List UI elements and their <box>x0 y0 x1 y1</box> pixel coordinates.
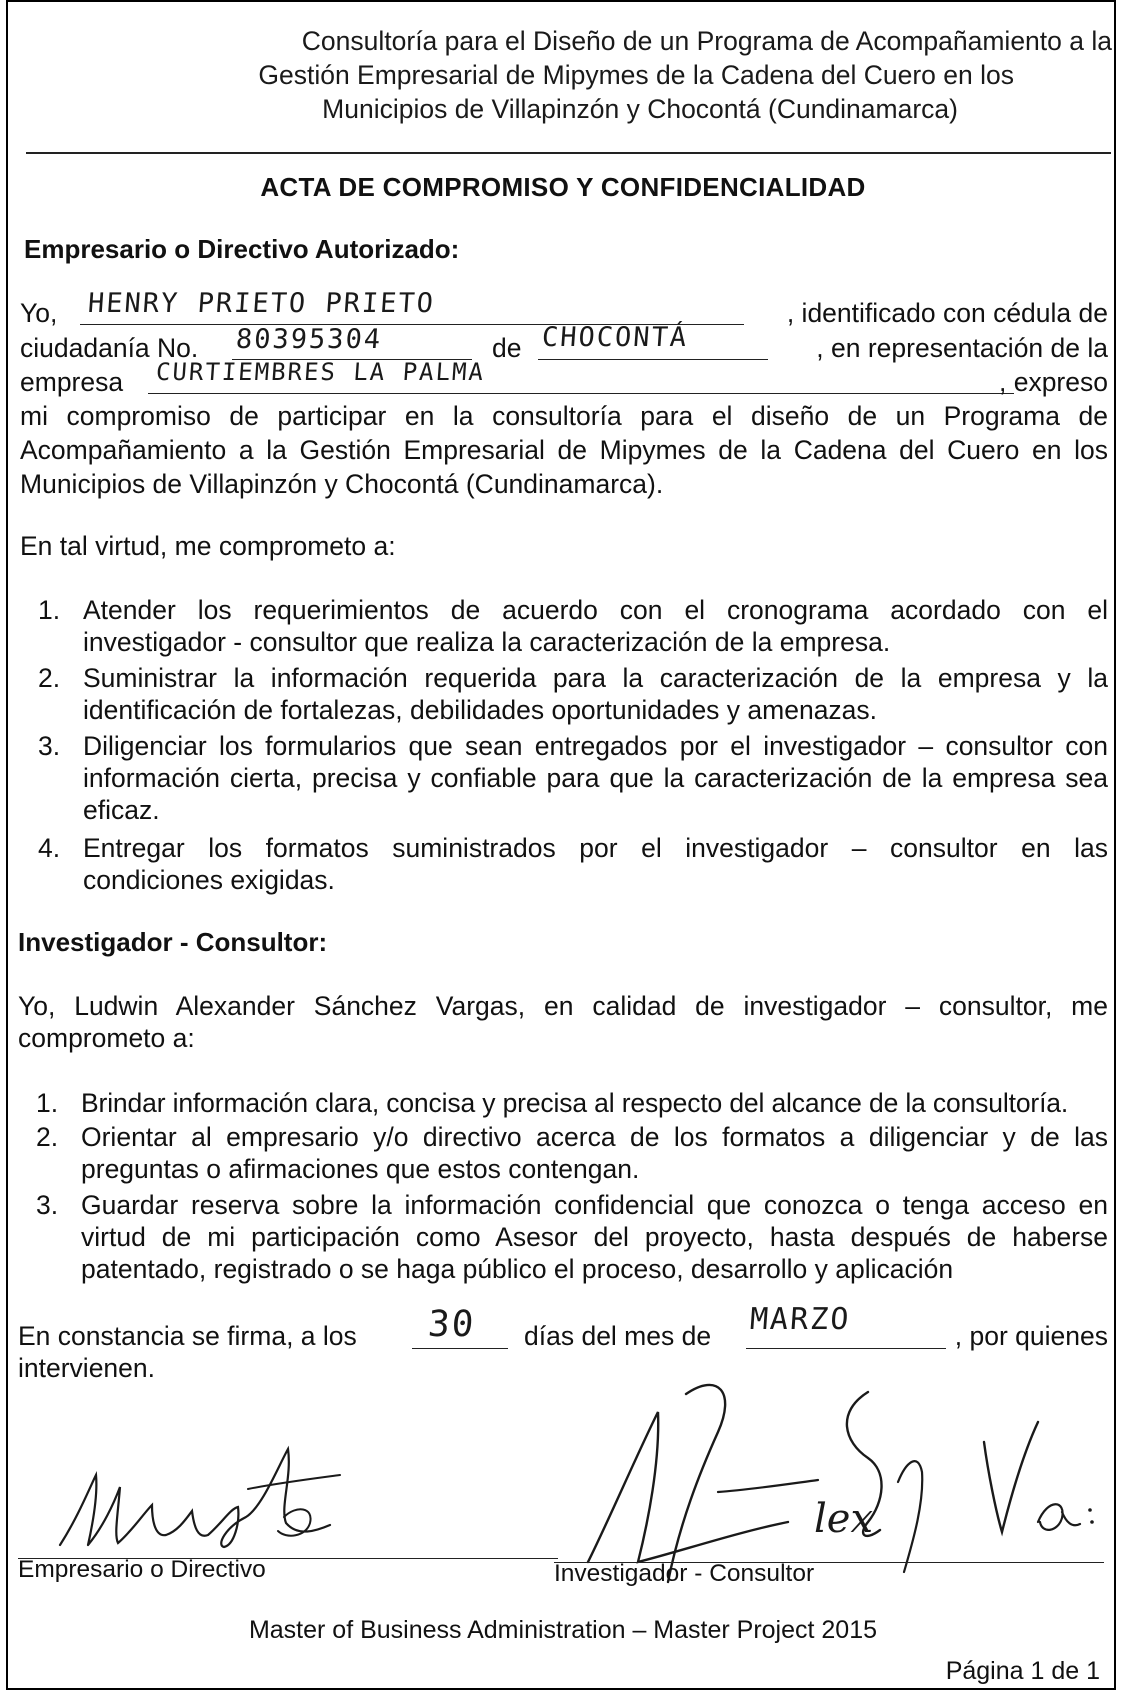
header-divider <box>26 152 1111 154</box>
list-line: eficaz. <box>83 795 160 825</box>
empresario-commitment-4 <box>38 832 1108 902</box>
investigador-heading: Investigador - Consultor: <box>18 927 328 957</box>
document-header <box>8 24 1118 126</box>
identificado-text: , identificado con cédula de <box>786 298 1108 328</box>
de-label: de <box>492 333 522 363</box>
handwritten-city: CHOCONTÁ <box>540 322 690 353</box>
empresario-signature-label: Empresario o Directivo <box>18 1556 266 1583</box>
investigador-intro-line-2: comprometo a: <box>18 1023 195 1053</box>
list-line: Suministrar la información requerida para la caracterización de la empresa y la <box>83 663 1108 693</box>
company-underline <box>148 393 1014 394</box>
list-line: virtud de mi participación como Asesor del proyecto, hasta después de haberse <box>81 1222 1108 1252</box>
representacion-text: , en representación de la <box>816 333 1108 363</box>
empresario-heading: Empresario o Directivo Autorizado: <box>24 234 460 264</box>
yo-label: Yo, <box>20 298 58 328</box>
list-line: Orientar al empresario y/o directivo acerca de los formatos a diligenciar y de las <box>81 1122 1108 1152</box>
list-number: 3. <box>36 1190 59 1220</box>
list-line: investigador - consultor que realiza la caracterización de la empresa. <box>83 627 891 657</box>
list-number: 2. <box>36 1122 59 1152</box>
compromiso-line-3: Municipios de Villapinzón y Chocontá (Cundinamarca). <box>20 469 664 499</box>
handwritten-day: 30 <box>426 1304 477 1345</box>
day-underline <box>412 1348 508 1349</box>
constancia-part-1: En constancia se firma, a los <box>18 1321 357 1351</box>
list-line: patentado, registrado o se haga público el proceso, desarrollo y aplicación <box>81 1254 954 1284</box>
empresario-commitment-3 <box>38 730 1108 830</box>
list-line: preguntas o afirmaciones que estos contengan. <box>81 1154 640 1184</box>
page-number: Página 1 de 1 <box>945 1657 1100 1685</box>
empresario-signature <box>48 1427 348 1567</box>
handwritten-month: MARZO <box>748 1302 852 1337</box>
empresa-label: empresa <box>20 367 124 397</box>
list-line: información cierta, precisa y confiable para que la caracterización de la empresa sea <box>83 763 1108 793</box>
compromiso-line-1: mi compromiso de participar en la consultoría para el diseño de un Programa de <box>20 401 1108 431</box>
month-underline <box>746 1348 946 1349</box>
list-number: 2. <box>38 663 61 693</box>
compromiso-line-2: Acompañamiento a la Gestión Empresarial de Mipymes de la Cadena del Cuero en los <box>20 435 1108 465</box>
investigador-signature <box>568 1372 1108 1592</box>
list-line: Entregar los formatos suministrados por el investigador – consultor en las <box>83 833 1108 863</box>
footer-program: Master of Business Administration – Master Project 2015 <box>248 1616 878 1644</box>
handwritten-cedula: 80395304 <box>234 324 384 355</box>
empresario-commitment-2 <box>38 662 1108 732</box>
investigador-signature-label: Investigador - Consultor <box>554 1560 815 1587</box>
handwritten-name: HENRY PRIETO PRIETO <box>86 288 436 319</box>
constancia-part-3: , por quienes <box>954 1321 1108 1351</box>
document-page <box>6 0 1116 1690</box>
investigador-intro-line-1: Yo, Ludwin Alexander Sánchez Vargas, en calidad de investigador – consultor, me <box>18 991 1108 1021</box>
list-number: 1. <box>38 595 61 625</box>
list-number: 4. <box>38 833 61 863</box>
header-line-2: Gestión Empresarial de Mipymes de la Cadena del Cuero en los <box>258 60 1014 90</box>
header-line-1: Consultoría para el Diseño de un Programa de Acompañamiento a la <box>301 26 1112 56</box>
ciudadania-label: ciudadanía No. <box>20 333 199 363</box>
list-number: 1. <box>36 1088 59 1118</box>
list-line: Diligenciar los formularios que sean entregados por el investigador – consultor con <box>83 731 1108 761</box>
list-line: Guardar reserva sobre la información confidencial que conozca o tenga acceso en <box>81 1190 1108 1220</box>
en-tal-virtud: En tal virtud, me comprometo a: <box>20 531 396 561</box>
document-title: ACTA DE COMPROMISO Y CONFIDENCIALIDAD <box>260 172 866 202</box>
list-line: condiciones exigidas. <box>83 865 335 895</box>
investigador-commitment-2 <box>36 1121 1108 1191</box>
expreso-text: , expreso <box>998 367 1108 397</box>
handwritten-company: CURTIEMBRES LA PALMA <box>155 358 486 386</box>
list-line: Brindar información clara, concisa y precisa al respecto del alcance de la consultoría. <box>81 1088 1069 1118</box>
investigador-commitment-1 <box>36 1087 1108 1121</box>
constancia-line-2: intervienen. <box>18 1353 156 1383</box>
list-number: 3. <box>38 731 61 761</box>
city-underline <box>538 359 768 360</box>
constancia-part-2: días del mes de <box>524 1321 712 1351</box>
list-line: identificación de fortalezas, debilidades oportunidades y amenazas. <box>83 695 878 725</box>
header-line-3: Municipios de Villapinzón y Chocontá (Cundinamarca) <box>322 94 958 124</box>
signature-lettering: lex <box>814 1496 874 1542</box>
empresario-commitment-1 <box>38 594 1108 664</box>
list-line: Atender los requerimientos de acuerdo con el cronograma acordado con el <box>83 595 1108 625</box>
investigador-commitment-3 <box>36 1189 1108 1289</box>
